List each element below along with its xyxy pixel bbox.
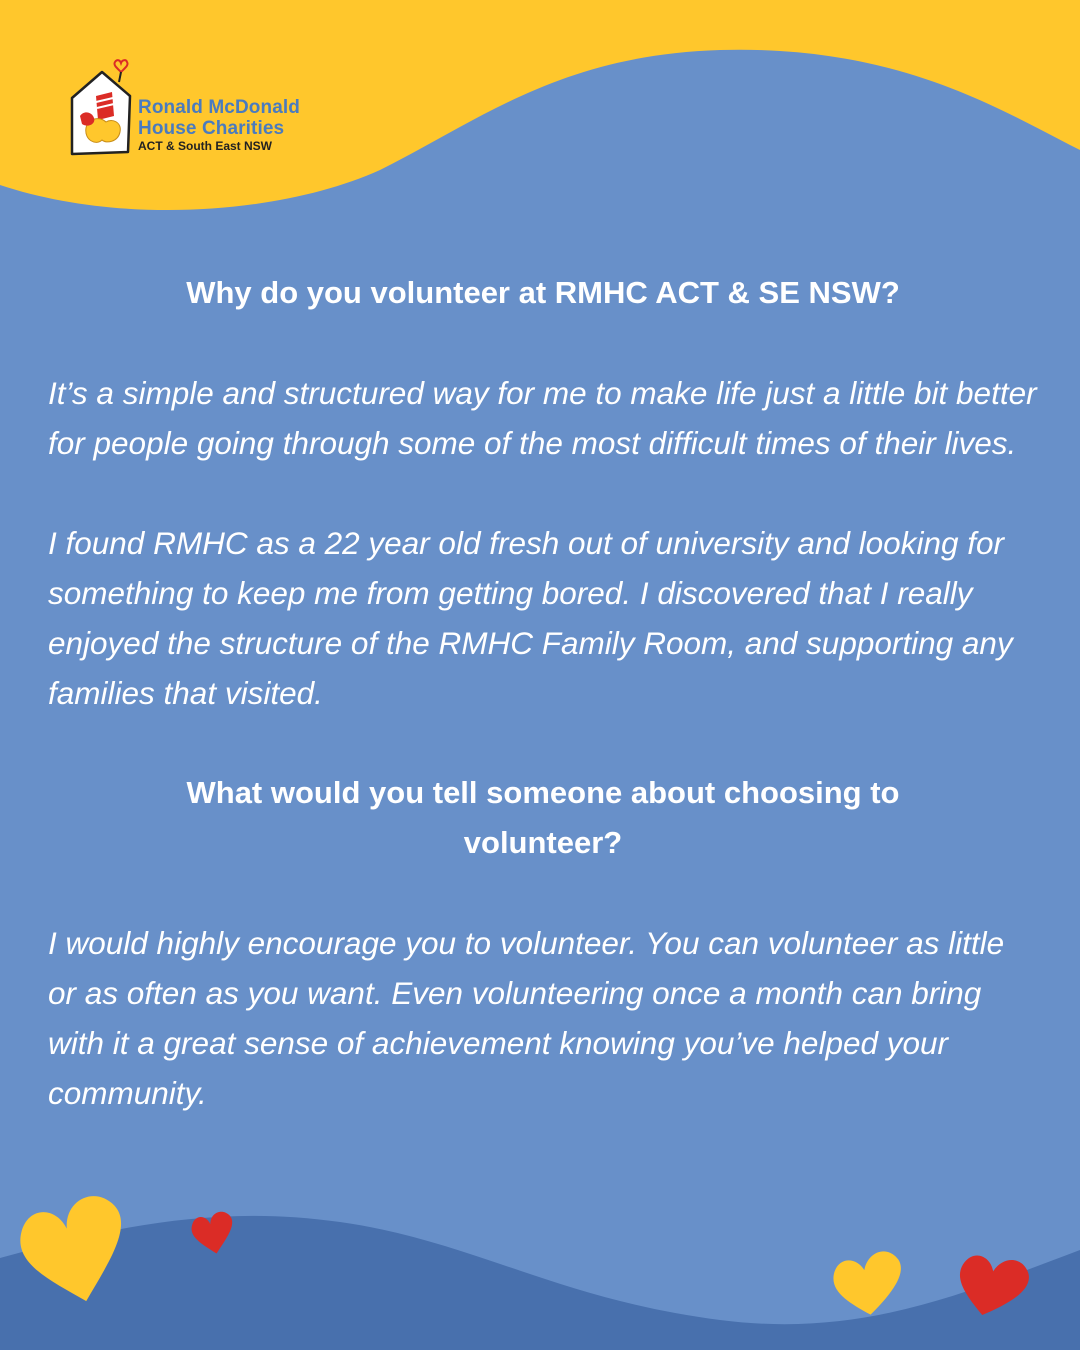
answer-paragraph: I found RMHC as a 22 year old fresh out of university and looking for something to keep me from getting bored. I discovered that I really enjoyed the structure of the RMHC Family Room, and supporting any families that visited. [48, 525, 1013, 711]
question-heading: What would you tell someone about choosing to volunteer? [186, 775, 900, 860]
answer-paragraph: I would highly encourage you to volunteer. You can volunteer as little or as often as you want. Even volunteering once a month can bring with it a great sense of achievement knowing you’ve helped your community. [48, 925, 1005, 1111]
question-heading: Why do you volunteer at RMHC ACT & SE NSW? [186, 275, 900, 310]
house-logo-icon [66, 58, 136, 162]
logo-name-line2: House Charities [138, 118, 285, 139]
logo-region: ACT & South East NSW [138, 139, 272, 153]
rmhc-logo[interactable] [66, 58, 326, 162]
logo-name-line1: Ronald McDonald [138, 97, 300, 118]
qa-content [48, 268, 1038, 1118]
answer-paragraph: It’s a simple and structured way for me to make life just a little bit better for people going through some of the most difficult times of their lives. [48, 375, 1037, 461]
